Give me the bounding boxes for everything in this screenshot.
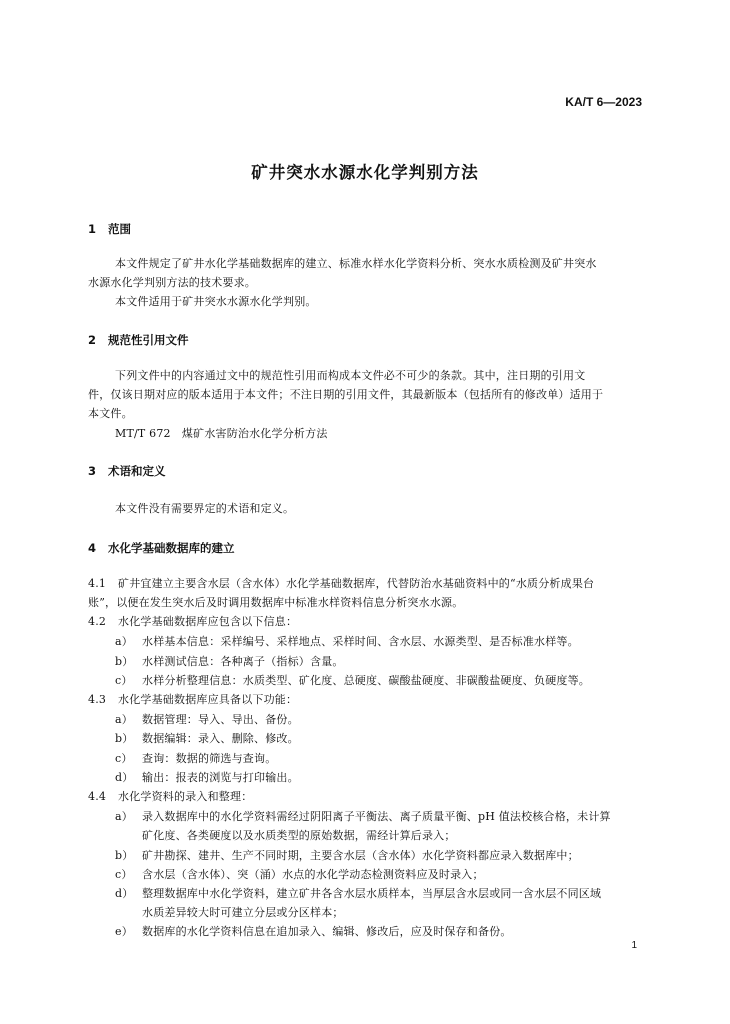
section-title: 规范性引用文件	[108, 333, 189, 347]
list-item-letter: b）	[115, 732, 134, 745]
list-item	[115, 729, 299, 748]
list-item-letter: d）	[115, 771, 134, 784]
list-item	[115, 710, 299, 729]
section-2-heading	[88, 332, 189, 348]
section-3-heading	[88, 463, 166, 479]
list-item	[115, 671, 590, 690]
paragraph: 本文件没有需要界定的术语和定义。	[115, 502, 295, 515]
clause-number: 4.2	[88, 615, 107, 628]
list-item	[115, 749, 276, 768]
list-item-text: 水样基本信息：采样编号、采样地点、采样时间、含水层、水源类型、是否标准水样等。	[142, 635, 579, 648]
section-number: 2	[88, 333, 97, 347]
list-item-letter: b）	[115, 849, 134, 862]
list-item-text: 水样分析整理信息：水质类型、矿化度、总硬度、碳酸盐硬度、非碳酸盐硬度、负硬度等。	[142, 674, 590, 687]
paragraph-line: 水源水化学判别方法的技术要求。	[88, 276, 256, 289]
clause-4-1-continuation: 账”，以便在发生突水后及时调用数据库中标准水样资料信息分析突水水源。	[88, 596, 464, 609]
section-4-heading	[88, 540, 235, 556]
section-title: 水化学基础数据库的建立	[108, 541, 235, 555]
list-item-continuation: 矿化度、各类硬度以及水质类型的原始数据，需经计算后录入；	[142, 829, 456, 842]
list-item-text: 输出：报表的浏览与打印输出。	[142, 771, 299, 784]
section-title: 范围	[108, 222, 131, 236]
list-item	[115, 846, 579, 865]
section-title: 术语和定义	[108, 464, 166, 478]
list-item-letter: a）	[115, 713, 133, 726]
list-item	[115, 922, 512, 941]
list-item-letter: e）	[115, 925, 133, 938]
list-item-letter: d）	[115, 887, 134, 900]
clause-number: 4.1	[88, 577, 107, 590]
list-item-text: 数据库的水化学资料信息在追加录入、编辑、修改后，应及时保存和备份。	[142, 925, 512, 938]
list-item	[115, 652, 344, 671]
list-item-letter: a）	[115, 810, 133, 823]
section-number: 1	[88, 222, 97, 236]
list-item-text: 录入数据库中的水化学资料需经过阴阳离子平衡法、离子质量平衡、pH 值法校核合格，未计算	[142, 810, 611, 823]
paragraph-line: 下列文件中的内容通过文中的规范性引用而构成本文件必不可少的条款。其中，注日期的引用文	[115, 369, 586, 382]
clause-text: 水化学基础数据库应包含以下信息：	[118, 615, 298, 628]
clause-text: 矿井宜建立主要含水层（含水体）水化学基础数据库，代替防治水基础资料中的“水质分析成果台	[118, 577, 595, 590]
clause-4-3	[88, 690, 297, 709]
list-item-letter: c）	[115, 868, 133, 881]
list-item-text: 矿井勘探、建井、生产不同时期，主要含水层（含水体）水化学资料都应录入数据库中；	[142, 849, 579, 862]
list-item	[115, 632, 579, 651]
list-item-letter: c）	[115, 674, 133, 687]
standard-code: KA/T 6—2023	[565, 95, 642, 109]
clause-number: 4.3	[88, 693, 107, 706]
section-number: 4	[88, 541, 97, 555]
list-item-continuation: 水质差异较大时可建立分层或分区样本；	[142, 906, 344, 919]
normative-reference: MT/T 672 煤矿水害防治水化学分析方法	[115, 427, 328, 440]
paragraph-line: 本文件。	[88, 407, 133, 420]
document-title: 矿井突水水源水化学判别方法	[251, 163, 479, 182]
list-item-letter: c）	[115, 752, 133, 765]
clause-4-4	[88, 787, 252, 806]
paragraph-line: 本文件规定了矿井水化学基础数据库的建立、标准水样水化学资料分析、突水水质检测及矿井突水	[115, 257, 597, 270]
list-item-text: 整理数据库中水化学资料，建立矿井各含水层水质样本，当厚层含水层或同一含水层不同区域	[142, 887, 602, 900]
list-item	[115, 884, 601, 903]
list-item-letter: a）	[115, 635, 133, 648]
list-item-text: 数据管理：导入、导出、备份。	[142, 713, 299, 726]
list-item-text: 数据编辑：录入、删除、修改。	[142, 732, 299, 745]
clause-number: 4.4	[88, 790, 107, 803]
section-1-heading	[88, 221, 131, 237]
page-number: 1	[631, 940, 637, 951]
list-item-letter: b）	[115, 655, 134, 668]
section-number: 3	[88, 464, 97, 478]
list-item-text: 水样测试信息：各种离子（指标）含量。	[142, 655, 344, 668]
list-item	[115, 768, 299, 787]
paragraph: 本文件适用于矿井突水水源水化学判别。	[115, 295, 317, 308]
list-item	[115, 807, 611, 826]
clause-text: 水化学资料的录入和整理：	[118, 790, 253, 803]
clause-4-1	[88, 574, 594, 593]
clause-4-2	[88, 612, 297, 631]
list-item-text: 查询：数据的筛选与查询。	[142, 752, 277, 765]
paragraph-line: 件，仅该日期对应的版本适用于本文件；不注日期的引用文件，其最新版本（包括所有的修改单）适用于	[88, 388, 604, 401]
list-item	[115, 865, 484, 884]
clause-text: 水化学基础数据库应具备以下功能：	[118, 693, 298, 706]
list-item-text: 含水层（含水体）、突（涌）水点的水化学动态检测资料应及时录入；	[142, 868, 484, 881]
